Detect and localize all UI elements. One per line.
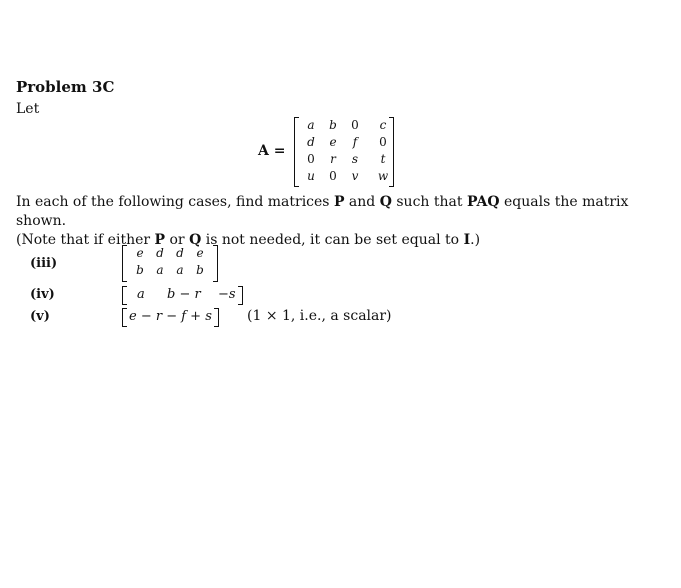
matrix-a-row [300,168,400,185]
case-iii-row [130,262,210,279]
matrix-a-cell: u [307,169,315,183]
para-text: In each of the following cases, find matrices [16,194,334,210]
case-iii-matrix [130,245,210,279]
case-iv-entry: b − r [167,287,201,302]
para-q: Q [379,194,392,210]
para-text: (Note that if either [16,232,155,248]
para-q: Q [189,232,202,248]
para-text: and [344,194,380,210]
matrix-a-cell: r [330,152,336,166]
case-iii-cell: a [156,263,164,277]
case-iii-cell: e [196,246,204,260]
para-p: P [154,232,166,248]
para-i: I [463,232,471,248]
matrix-a-cell: 0 [379,135,387,149]
matrix-a-left-bracket [294,117,299,187]
matrix-a-cell: w [377,169,389,183]
case-iii-cell: b [136,263,144,277]
matrix-a-cell: 0 [307,152,315,166]
case-v-left-bracket [122,308,127,327]
para-paq: PAQ [466,194,500,210]
case-iv-label: (iv) [30,287,55,302]
case-iv-left-bracket [122,286,127,305]
case-iii-right-bracket [213,245,218,282]
para-text: is not needed, it can be set equal to [201,232,464,248]
case-iii-label: (iii) [30,256,58,271]
para-text: .) [470,232,481,248]
case-v-expression: e − r − f + s [129,309,212,324]
matrix-a-cell: c [379,118,387,132]
case-iv-right-bracket [238,286,243,305]
para-p: P [333,194,345,210]
case-iii-left-bracket [122,245,127,282]
instructions-paragraph [16,193,666,250]
case-iii-cell: d [156,246,164,260]
case-iii-cell: b [196,263,204,277]
matrix-a-right-bracket [389,117,394,187]
intro-text: Let [16,101,40,117]
matrix-a-cell: d [307,135,315,149]
matrix-a-cell: e [329,135,337,149]
matrix-a-cell: v [351,169,359,183]
para-text: such that [391,194,467,210]
matrix-a-cell: 0 [351,118,359,132]
para-text: or [165,232,190,248]
matrix-a-cell: 0 [329,169,337,183]
matrix-a [300,117,400,185]
case-v-note: (1 × 1, i.e., a scalar) [247,308,392,324]
case-iii-cell: a [176,263,184,277]
matrix-a-cell: b [329,118,337,132]
matrix-a-cell: s [351,152,359,166]
case-iii-cell: d [176,246,184,260]
case-iv-entry: a [137,287,145,302]
case-v-right-bracket [214,308,219,327]
matrix-a-label: A = [258,143,286,159]
matrix-a-row [300,151,400,168]
matrix-a-cell: f [352,135,358,149]
matrix-a-row [300,117,400,134]
matrix-a-cell: a [307,118,315,132]
matrix-a-cell: t [380,152,386,166]
case-iii-cell: e [136,246,144,260]
case-iv-entry: −s [218,287,236,302]
matrix-a-row [300,134,400,151]
para-text: equals the matrix shown. [16,194,629,229]
case-v-label: (v) [30,309,50,324]
problem-heading: Problem 3C [16,78,115,96]
case-iii-row [130,245,210,262]
